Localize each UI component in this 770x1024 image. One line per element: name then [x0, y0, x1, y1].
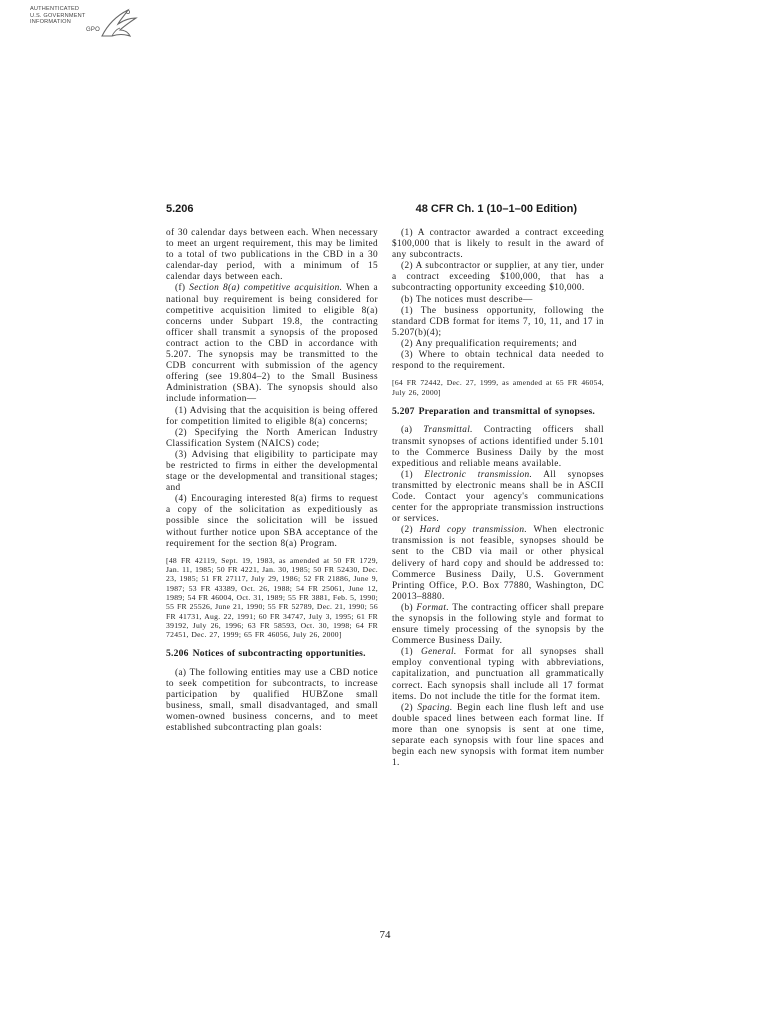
gpo-line-2: U.S. GOVERNMENT	[30, 12, 86, 19]
left-column	[166, 228, 378, 735]
paragraph-italic-title: Spacing.	[417, 702, 453, 713]
paragraph-italic-title: Section 8(a) competitive acquisition.	[189, 283, 343, 294]
right-column	[392, 228, 604, 769]
paragraph-italic-title: Transmittal.	[423, 425, 473, 436]
section-title: Notices of subcontracting opportunities.	[192, 648, 366, 660]
paragraph-format	[392, 603, 604, 647]
paragraph-italic-title: General.	[421, 647, 457, 658]
running-head-section: 5.206	[166, 203, 194, 215]
paragraph: (4) Encouraging interested 8(a) firms to request a copy of the solicitation as expeditiously as possible since the solicitation will be issued without further notice upon SBA acceptance of the requirement for the section 8(a) Program.	[166, 494, 378, 549]
paragraph-lead: (b)	[401, 602, 417, 613]
paragraph: (a) The following entities may use a CBD notice to seek competition for subcontracts, to increase participation by qualified HUBZone small business, small, small disadvantaged, and small women-owned business concerns, and to meet established subcontracting plan goals:	[166, 667, 378, 734]
paragraph: (b) The notices must describe—	[401, 294, 533, 305]
paragraph-lead: (2)	[401, 702, 418, 713]
eagle-icon	[98, 6, 140, 42]
citation-note: [48 FR 42119, Sept. 19, 1983, as amended at 50 FR 1729, Jan. 11, 1985; 50 FR 4221, Jan. 30, 1985; 50 FR 52430, Dec. 23, 1985; 51 FR 27117, July 29, 1986; 52 FR 21886, June 9, 1987; 53 FR 43389, Oct. 26, 1988; 54 FR 25061, June 12, 1989; 54 FR 46004, Oct. 31, 1989; 55 FR 3881, Feb. 5, 1990; 55 FR 25526, June 21, 1990; 55 FR 52789, Dec. 21, 1990; 56 FR 41731, Aug. 22, 1991; 60 FR 34747, July 3, 1995; 61 FR 39192, July 26, 1996; 63 FR 58593, Oct. 30, 1998; 64 FR 72451, Dec. 27, 1999; 65 FR 46056, July 26, 2000]	[166, 555, 378, 640]
paragraph: (2) Any prequalification requirements; and	[401, 338, 577, 349]
citation-note: [64 FR 72442, Dec. 27, 1999, as amended at 65 FR 46054, July 26, 2000]	[392, 378, 604, 397]
section-title: Preparation and transmittal of synopses.	[418, 405, 595, 417]
paragraph: (2) Specifying the North American Industry Classification System (NAICS) code;	[166, 427, 378, 449]
gpo-mark: GPO	[86, 26, 100, 33]
gpo-line-3: INFORMATION	[30, 19, 71, 26]
gpo-line-1: AUTHENTICATED	[30, 6, 80, 12]
paragraph: (1) The business opportunity, following the standard CDB format for items 7, 10, 11, and 17 in 5.207(b)(4);	[392, 305, 604, 338]
paragraph: (2) A subcontractor or supplier, at any tier, under a contract exceeding $100,000, that has a subcontracting opportunity exceeding $10,000.	[392, 261, 604, 294]
page-number: 74	[379, 929, 391, 941]
running-head	[166, 203, 577, 219]
section-number: 5.206	[166, 648, 189, 660]
paragraph-lead: (2)	[401, 525, 420, 536]
paragraph: (3) Advising that eligibility to participate may be restricted to firms in either the developmental stage or the developmental and transitional stages; and	[166, 449, 378, 494]
paragraph-text: Begin each line flush left and use double spaced lines between each format line. If more than one synopsis is sent at one time, separate each synopsis with four line spaces and begin each new synopsis with format item number 1.	[392, 702, 604, 769]
paragraph-lead: (a)	[401, 425, 424, 436]
gpo-seal-text	[30, 6, 100, 33]
paragraph-transmittal	[392, 425, 604, 469]
paragraph-text: All synopses transmitted by electronic means shall be in ASCII Code. Contact your agency's communications center for the appropriate transmission instructions or services.	[392, 469, 604, 525]
paragraph-lead: (1)	[401, 647, 421, 658]
section-heading-5-206	[166, 649, 378, 660]
paragraph: (1) Advising that the acquisition is being offered for competition limited to eligible 8(a) concerns;	[166, 405, 378, 427]
paragraph: (3) Where to obtain technical data needed to respond to the requirement.	[392, 350, 604, 372]
paragraph-hard-copy-transmission	[392, 525, 604, 603]
paragraph-text: The contracting officer shall prepare the synopsis in the following style and format to ensure timely processing of the synopsis by the Commerce Business Daily.	[392, 602, 604, 647]
section-number: 5.207	[392, 405, 415, 417]
paragraph-lead: (1)	[401, 469, 425, 480]
section-heading-5-207	[392, 407, 604, 418]
paragraph-section-8a	[166, 283, 378, 405]
paragraph-text: When electronic transmission is not feasible, synopses should be sent to the CBD via mail or other physical delivery of hard copy and should be addressed to: Commerce Business Daily, U.S. Government Printing Office, P.O. Box 77880, Washington, DC 20013–8880.	[392, 525, 604, 602]
paragraph-italic-title: Electronic transmission.	[424, 469, 533, 480]
paragraph: of 30 calendar days between each. When necessary to meet an urgent requirement, this may be limited to a total of two publications in the CBD in a 30 calendar-day period, with a minimum of 15 calendar days between each.	[166, 228, 378, 283]
paragraph-text: Format for all synopses shall employ conventional typing with abbreviations, capitalization, and punctuation all grammatically correct. Each synopsis shall include all 17 format items. Do not include the title for the format item.	[392, 647, 604, 702]
paragraph-general	[392, 647, 604, 702]
paragraph-electronic-transmission	[392, 470, 604, 525]
paragraph: (1) A contractor awarded a contract exceeding $100,000 that is likely to result in the award of any subcontracts.	[392, 228, 604, 261]
paragraph-text: When a national buy requirement is being considered for competitive acquisition limited to eligible 8(a) concerns under Subpart 19.8, the contracting officer shall transmit a synopsis of the proposed contract action to the CBD in accordance with 5.207. The synopsis may be transmitted to the CDB concurrent with submission of the agency offering (see 19.804–2) to the Small Business Administration (SBA). The synopsis should also include information—	[166, 283, 378, 405]
paragraph-spacing	[392, 703, 604, 770]
paragraph-italic-title: Format.	[416, 602, 450, 613]
paragraph-lead: (f)	[175, 283, 190, 294]
running-head-volume: 48 CFR Ch. 1 (10–1–00 Edition)	[415, 203, 577, 215]
paragraph-text: Contracting officers shall transmit synopses of actions identified under 5.101 to the Commerce Business Daily by the most expeditious and reliable means available.	[392, 425, 604, 469]
paragraph-italic-title: Hard copy transmission.	[419, 525, 528, 536]
gpo-authentication-seal	[30, 6, 142, 50]
